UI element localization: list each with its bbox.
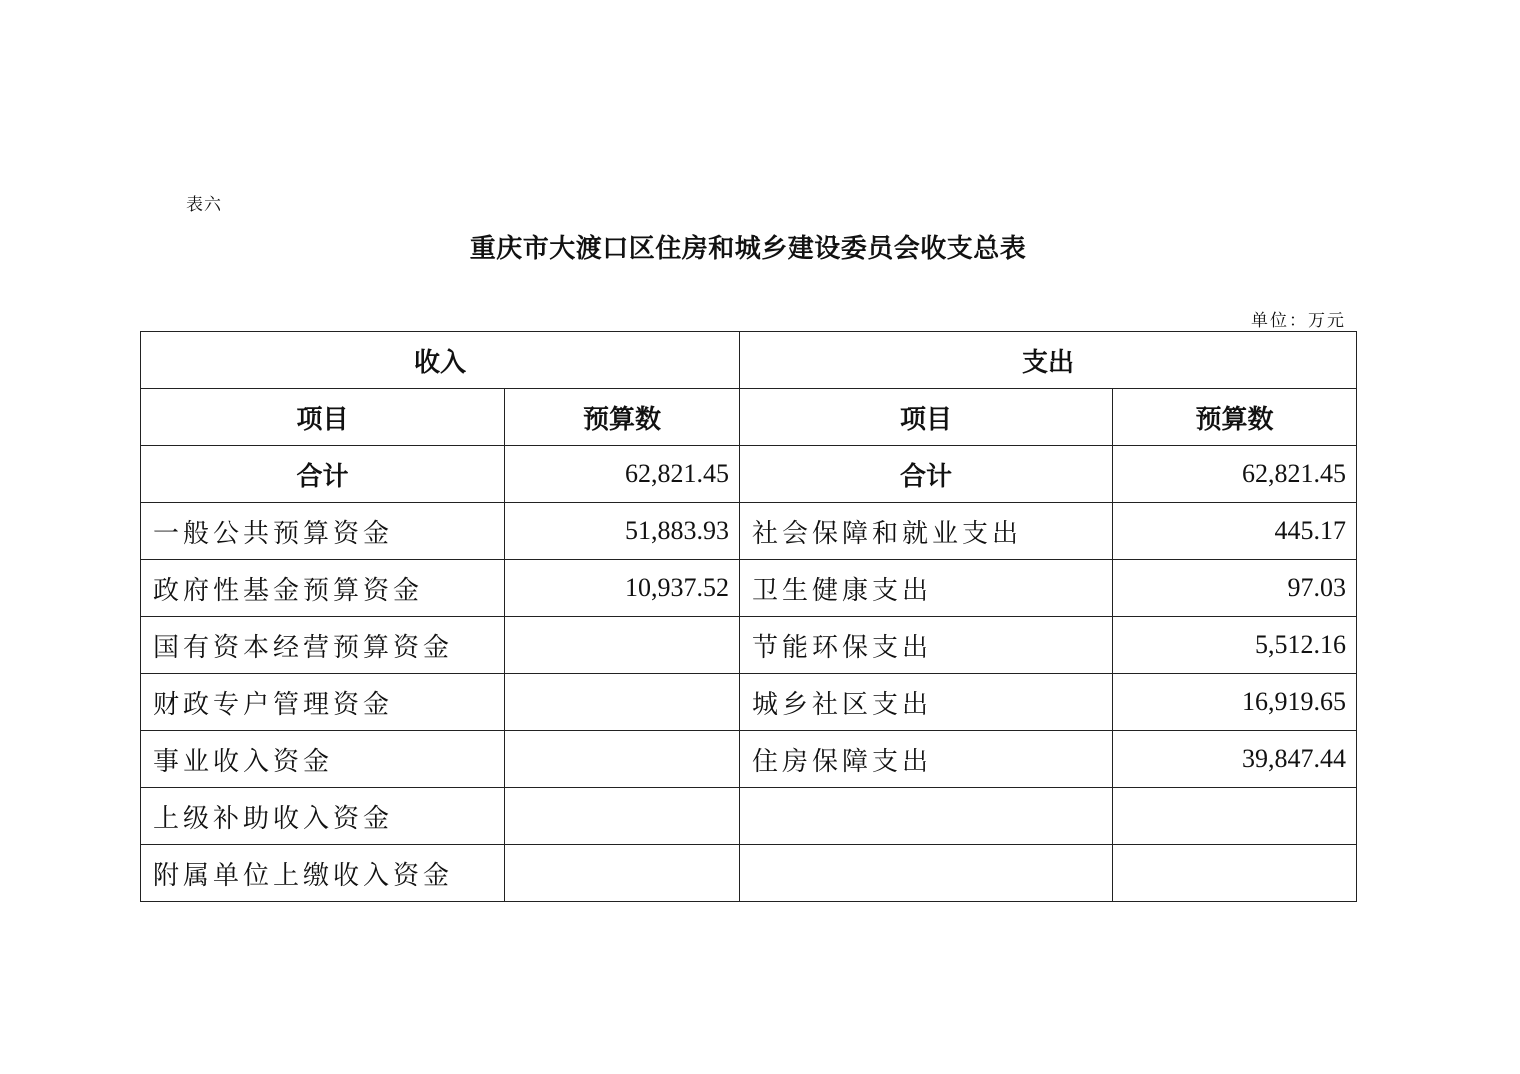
expense-item: 住房保障支出 [740, 731, 1113, 788]
expense-item [740, 845, 1113, 902]
income-item: 上级补助收入资金 [141, 788, 505, 845]
income-item: 事业收入资金 [141, 731, 505, 788]
table-row [141, 731, 1357, 788]
table-number-label: 表六 [186, 195, 222, 215]
income-value: 51,883.93 [505, 503, 740, 560]
expense-section-header: 支出 [740, 332, 1357, 389]
income-item: 财政专户管理资金 [141, 674, 505, 731]
income-value: 10,937.52 [505, 560, 740, 617]
column-header-row [141, 389, 1357, 446]
expense-value [1113, 845, 1357, 902]
expense-value: 97.03 [1113, 560, 1357, 617]
income-value [505, 674, 740, 731]
income-item: 一般公共预算资金 [141, 503, 505, 560]
expense-value: 16,919.65 [1113, 674, 1357, 731]
income-item: 政府性基金预算资金 [141, 560, 505, 617]
table-row [141, 674, 1357, 731]
expense-value: 5,512.16 [1113, 617, 1357, 674]
expense-value: 445.17 [1113, 503, 1357, 560]
income-expense-table [140, 331, 1357, 902]
table-row [141, 845, 1357, 902]
expense-item: 节能环保支出 [740, 617, 1113, 674]
income-total-value: 62,821.45 [505, 446, 740, 503]
expense-value [1113, 788, 1357, 845]
table-row [141, 617, 1357, 674]
income-budget-column-header: 预算数 [505, 389, 740, 446]
expense-item: 卫生健康支出 [740, 560, 1113, 617]
income-item: 附属单位上缴收入资金 [141, 845, 505, 902]
income-total-label: 合计 [141, 446, 505, 503]
income-value [505, 788, 740, 845]
table-row [141, 560, 1357, 617]
expense-item: 社会保障和就业支出 [740, 503, 1113, 560]
income-value [505, 617, 740, 674]
expense-total-label: 合计 [740, 446, 1113, 503]
expense-total-value: 62,821.45 [1113, 446, 1357, 503]
expense-budget-column-header: 预算数 [1113, 389, 1357, 446]
table-row [141, 788, 1357, 845]
unit-label: 单位：万元 [1251, 311, 1346, 331]
income-section-header: 收入 [141, 332, 740, 389]
total-row [141, 446, 1357, 503]
table-row [141, 503, 1357, 560]
income-item: 国有资本经营预算资金 [141, 617, 505, 674]
income-value [505, 845, 740, 902]
expense-value: 39,847.44 [1113, 731, 1357, 788]
income-item-column-header: 项目 [141, 389, 505, 446]
expense-item: 城乡社区支出 [740, 674, 1113, 731]
expense-item [740, 788, 1113, 845]
page-title: 重庆市大渡口区住房和城乡建设委员会收支总表 [469, 234, 1027, 264]
income-value [505, 731, 740, 788]
expense-item-column-header: 项目 [740, 389, 1113, 446]
section-header-row [141, 332, 1357, 389]
